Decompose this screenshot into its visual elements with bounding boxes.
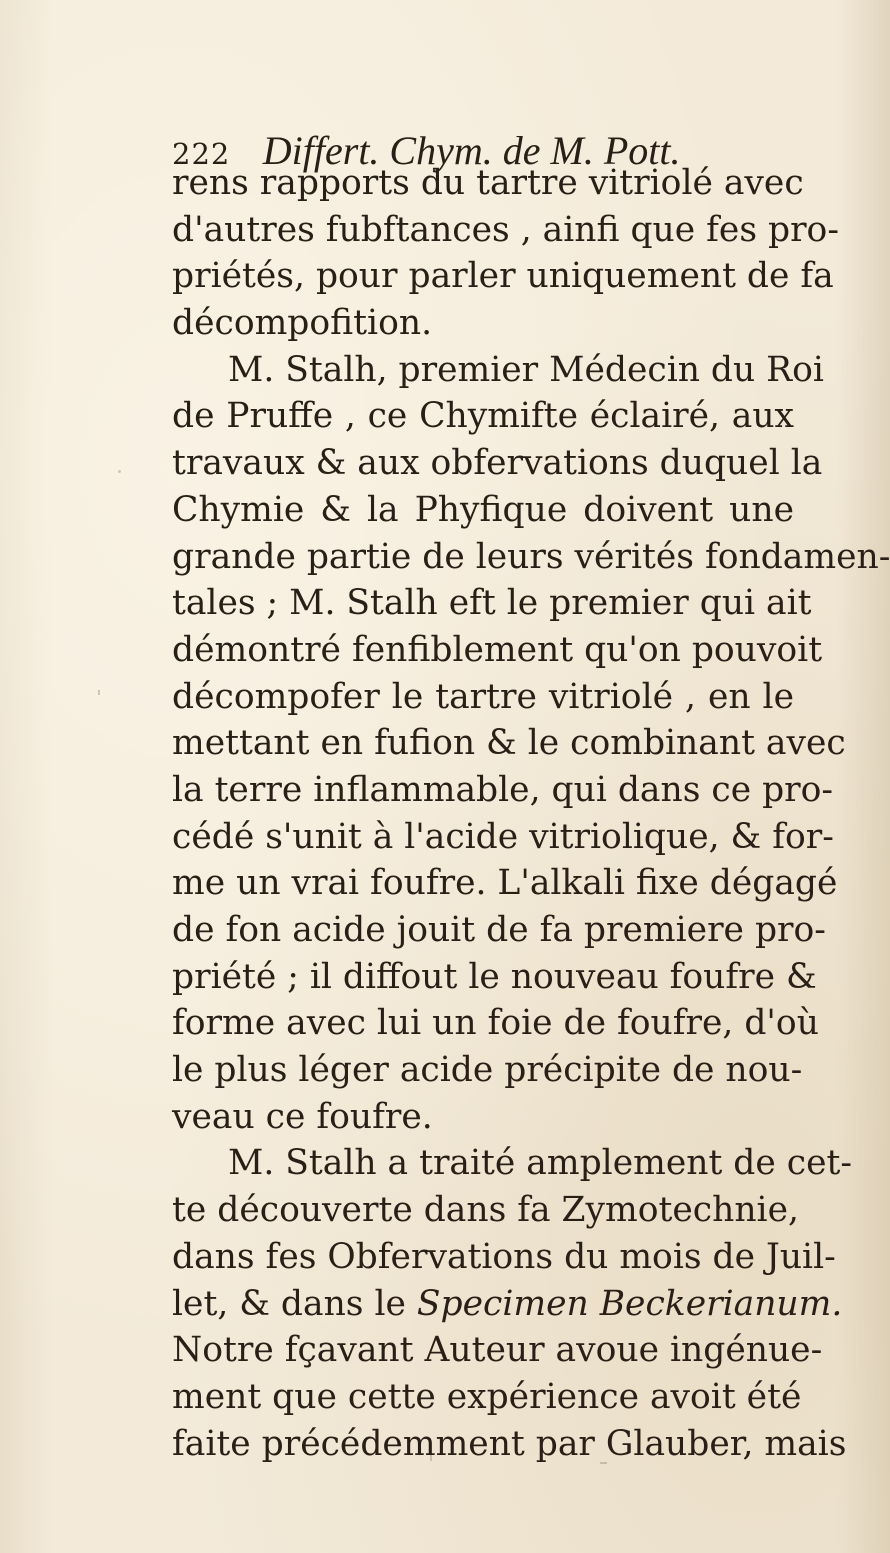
page-number: 222: [172, 137, 231, 171]
text-line: te découverte dans fa Zymotechnie,: [172, 1190, 799, 1231]
text-fragment: let, & dans le: [172, 1283, 406, 1324]
text-line: grande partie de leurs vérités fondamen-: [172, 536, 890, 577]
text-line: priété ; il diffout le nouveau foufre &: [172, 956, 817, 997]
text-line: dans fes Obfervations du mois de Juil-: [172, 1236, 836, 1277]
text-line: la terre inflammable, qui dans ce pro-: [172, 769, 834, 810]
text-line: travaux & aux obfervations duquel la: [172, 443, 823, 484]
body-text: [172, 160, 890, 1467]
text-line: me un vrai foufre. L'alkali fixe dégagé: [172, 863, 838, 904]
text-line: M. Stalh, premier Médecin du Roi: [228, 349, 824, 390]
text-line: le plus léger acide précipite de nou-: [172, 1050, 803, 1091]
text-line: forme avec lui un foie de foufre, d'où: [172, 1003, 819, 1044]
running-title: Differt. Chym. de M. Pott.: [262, 128, 681, 173]
text-line: décompofer le tartre vitriolé , en le: [172, 676, 794, 717]
text-line: tales ; M. Stalh eft le premier qui ait: [172, 583, 812, 624]
text-line: ment que cette expérience avoit été: [172, 1376, 802, 1417]
paper-speck: [118, 470, 121, 473]
text-line: Chymie & la Phyfique doivent une: [172, 489, 794, 530]
text-line: de fon acide jouit de fa premiere pro-: [172, 910, 826, 950]
paper-speck: [98, 690, 100, 695]
text-line: de Pruffe , ce Chymifte éclairé, aux: [172, 396, 794, 437]
text-line: M. Stalh a traité amplement de cet-: [228, 1143, 853, 1184]
paper-speck: [600, 1462, 607, 1464]
text-line: rens rapports du tartre vitriolé avec: [172, 163, 804, 203]
text-line: décompofition.: [172, 303, 433, 344]
paper-speck: [430, 1455, 432, 1461]
italic-title: Specimen Beckerianum.: [416, 1283, 843, 1324]
text-line: d'autres fubftances , ainfi que fes pro-: [172, 209, 839, 250]
text-line: cédé s'unit à l'acide vitriolique, & for-: [172, 816, 834, 857]
text-line: mettant en fufion & le combinant avec: [172, 723, 846, 764]
text-line: veau ce foufre.: [172, 1096, 433, 1137]
text-line-mixed: [172, 1281, 843, 1328]
text-line: faite précédemment par Glauber, mais: [172, 1423, 847, 1464]
text-line: démontré fenfiblement qu'on pouvoit: [172, 629, 823, 670]
text-line: Notre fçavant Auteur avoue ingénue-: [172, 1330, 823, 1371]
text-line: priétés, pour parler uniquement de fa: [172, 256, 834, 297]
